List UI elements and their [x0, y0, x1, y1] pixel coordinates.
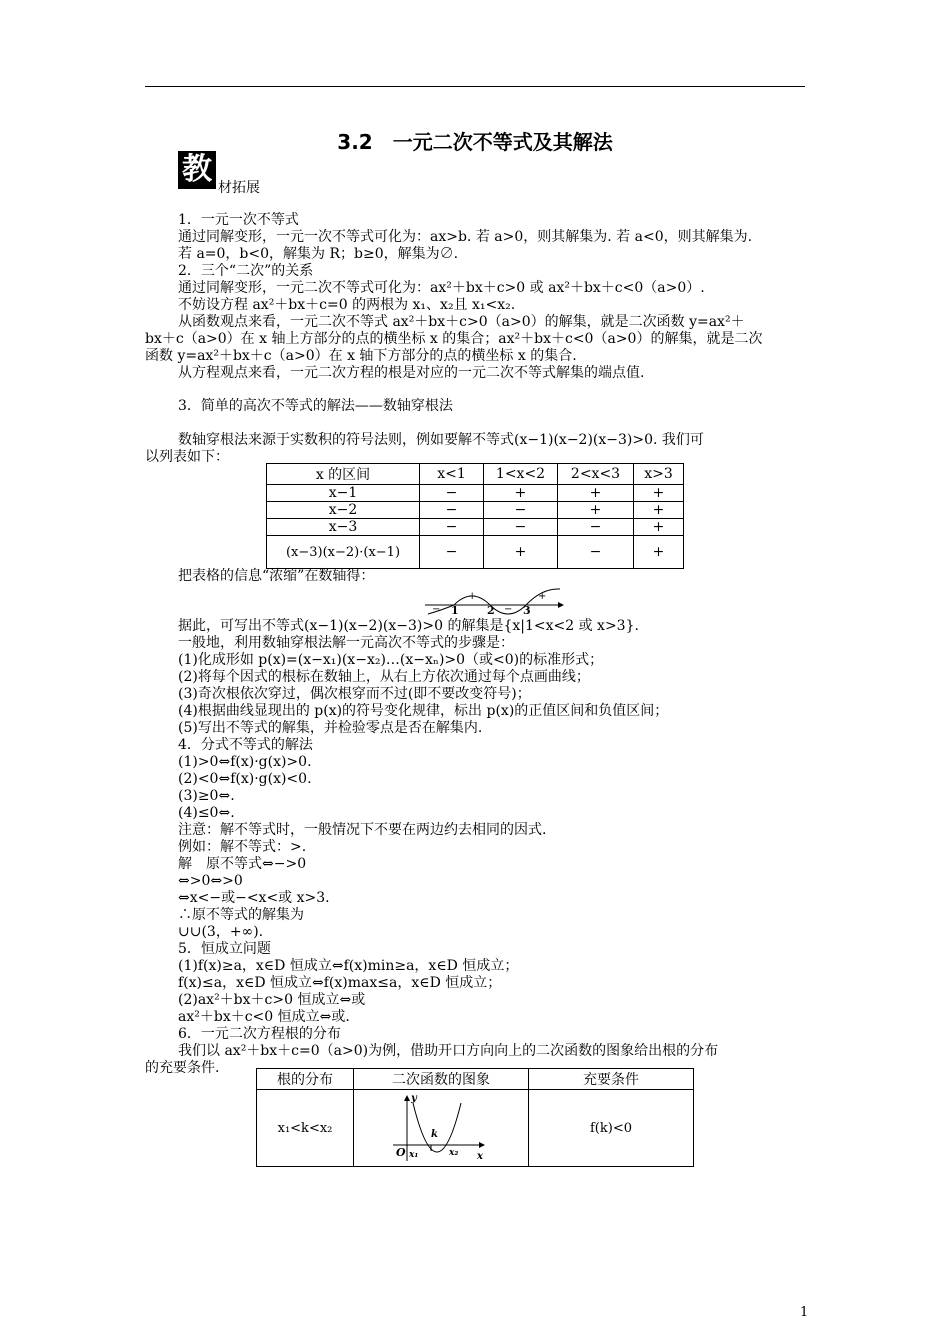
- x-axis-arrow: [479, 1142, 485, 1148]
- text-line: 1．一元一次不等式: [178, 212, 299, 228]
- table-header-row: [257, 1069, 694, 1090]
- table-header: 2<x<3: [558, 464, 634, 485]
- text-line: (1)f(x)≥a，x∈D 恒成立⇔f(x)min≥a，x∈D 恒成立；: [178, 958, 519, 974]
- table-cell: (x−3)(x−2)·(x−1): [267, 536, 420, 569]
- root-distribution-table: [256, 1068, 694, 1167]
- number-line-figure: [420, 585, 565, 615]
- root-distribution-cell: x₁<k<x₂: [257, 1090, 354, 1167]
- origin-label: O: [396, 1146, 406, 1159]
- text-line: 我们以 ax²＋bx＋c=0（a>0)为例，借助开口方向向上的二次函数的图象给出根的分布: [178, 1043, 719, 1059]
- table-header: x>3: [634, 464, 684, 485]
- text-line: (2)<0⇔f(x)·g(x)<0.: [178, 771, 312, 787]
- table-cell: +: [634, 519, 684, 536]
- table-cell: +: [484, 485, 558, 502]
- text-line: (1)化成形如 p(x)=(x−x₁)(x−x₂)…(x−xₙ)>0（或<0)的标准形式；: [178, 652, 604, 668]
- x1-label: x₁: [409, 1150, 419, 1160]
- table-row: [267, 485, 684, 502]
- table-row: [257, 1090, 694, 1167]
- text-line: ⇔x<−或−<x<或 x>3.: [178, 890, 330, 906]
- table-cell: +: [634, 536, 684, 569]
- table-cell: −: [420, 536, 484, 569]
- table-cell: +: [634, 502, 684, 519]
- text-line: 把表格的信息“浓缩”在数轴得：: [178, 568, 375, 584]
- text-line: 的充要条件.: [145, 1060, 220, 1076]
- text-line: 5．恒成立问题: [178, 941, 271, 957]
- text-line: 若 a=0，b<0，解集为 R；b≥0，解集为∅.: [178, 246, 459, 262]
- table-header-row: [267, 464, 684, 485]
- text-line: (2)ax²＋bx＋c>0 恒成立⇔或: [178, 992, 366, 1008]
- table-cell: x−1: [267, 485, 420, 502]
- text-line: (1)>0⇔f(x)·g(x)>0.: [178, 754, 312, 770]
- root-label: 1: [451, 604, 459, 615]
- text-line: ∪∪(3，+∞).: [178, 924, 264, 940]
- x2-label: x₂: [449, 1148, 459, 1158]
- header-rule: [145, 86, 805, 87]
- text-line: (4)根据曲线显现出的 p(x)的符号变化规律，标出 p(x)的正值区间和负值区间；: [178, 703, 669, 719]
- text-line: 6．一元二次方程根的分布: [178, 1026, 341, 1042]
- table-cell: −: [484, 502, 558, 519]
- table-row: [267, 536, 684, 569]
- graph-cell: [354, 1090, 529, 1167]
- text-line: f(x)≤a，x∈D 恒成立⇔f(x)max≤a，x∈D 恒成立；: [178, 975, 502, 991]
- table-header: 二次函数的图象: [354, 1069, 529, 1090]
- section-badge: 教: [178, 151, 216, 189]
- text-line: 数轴穿根法来源于实数积的符号法则，例如要解不等式(x−1)(x−2)(x−3)>0. 我们可: [178, 432, 704, 448]
- sign-label: +: [538, 591, 547, 602]
- section-badge-label: 材拓展: [218, 180, 260, 196]
- sign-label: −: [432, 604, 441, 615]
- x-label: x: [477, 1151, 483, 1162]
- page-number: 1: [800, 1305, 809, 1320]
- text-line: 函数 y=ax²＋bx＋c（a>0）在 x 轴下方部分的点的横坐标 x 的集合.: [145, 348, 577, 364]
- table-header: x 的区间: [267, 464, 420, 485]
- text-line: 从方程观点来看，一元二次方程的根是对应的一元二次不等式解集的端点值.: [178, 365, 645, 381]
- table-cell: −: [420, 485, 484, 502]
- text-line: 以列表如下：: [145, 449, 229, 465]
- table-cell: −: [558, 519, 634, 536]
- text-line: ∴原不等式的解集为: [178, 907, 304, 923]
- text-line: ax²＋bx＋c<0 恒成立⇔或.: [178, 1009, 350, 1025]
- y-label: y: [411, 1093, 417, 1104]
- sign-label: +: [468, 591, 477, 602]
- text-line: 不妨设方程 ax²＋bx＋c=0 的两根为 x₁、x₂且 x₁<x₂.: [178, 297, 516, 313]
- table-cell: −: [484, 519, 558, 536]
- table-header: 充要条件: [529, 1069, 694, 1090]
- text-line: 2．三个“二次”的关系: [178, 263, 314, 279]
- text-line: (4)≤0⇔.: [178, 805, 235, 821]
- table-cell: −: [558, 536, 634, 569]
- text-line: 例如：解不等式：>.: [178, 839, 307, 855]
- text-line: bx＋c（a>0）在 x 轴上方部分的点的横坐标 x 的集合；ax²＋bx＋c<0（a>0）的解集，就是二次: [145, 331, 763, 347]
- axis-arrow: [558, 602, 564, 608]
- table-cell: −: [420, 519, 484, 536]
- table-header: x<1: [420, 464, 484, 485]
- root-label: 2: [487, 604, 495, 615]
- text-line: (2)将每个因式的根标在数轴上，从右上方依次通过每个点画曲线；: [178, 669, 590, 685]
- text-line: 4．分式不等式的解法: [178, 737, 313, 753]
- text-line: 注意：解不等式时，一般情况下不要在两边约去相同的因式.: [178, 822, 547, 838]
- condition-cell: f(k)<0: [529, 1090, 694, 1167]
- table-cell: x−3: [267, 519, 420, 536]
- parabola-graph: [391, 1093, 491, 1163]
- k-label: k: [431, 1129, 438, 1140]
- table-header: 1<x<2: [484, 464, 558, 485]
- text-line: (3)奇次根依次穿过，偶次根穿而不过(即不要改变符号)；: [178, 686, 531, 702]
- text-line: 一般地，利用数轴穿根法解一元高次不等式的步骤是：: [178, 635, 514, 651]
- text-line: (5)写出不等式的解集，并检验零点是否在解集内.: [178, 720, 483, 736]
- table-row: [267, 519, 684, 536]
- root-label: 3: [523, 604, 531, 615]
- table-cell: x−2: [267, 502, 420, 519]
- y-axis-arrow: [404, 1095, 410, 1101]
- sign-label: −: [504, 604, 513, 615]
- table-cell: +: [558, 502, 634, 519]
- text-line: 从函数观点来看，一元二次不等式 ax²＋bx＋c>0（a>0）的解集，就是二次函数 y=ax²＋: [178, 314, 745, 330]
- table-cell: +: [484, 536, 558, 569]
- text-line: 通过同解变形，一元一次不等式可化为：ax>b. 若 a>0，则其解集为. 若 a<0，则其解集为.: [178, 229, 753, 245]
- text-line: 3．简单的高次不等式的解法——数轴穿根法: [178, 398, 453, 414]
- table-cell: +: [634, 485, 684, 502]
- table-cell: −: [420, 502, 484, 519]
- text-line: ⇔>0⇔>0: [178, 873, 243, 889]
- text-line: (3)≥0⇔.: [178, 788, 235, 804]
- table-header: 根的分布: [257, 1069, 354, 1090]
- text-line: 通过同解变形，一元二次不等式可化为：ax²＋bx＋c>0 或 ax²＋bx＋c<0（a>0）.: [178, 280, 705, 296]
- text-line: 据此，可写出不等式(x−1)(x−2)(x−3)>0 的解集是{x|1<x<2 或 x>3}.: [178, 618, 639, 634]
- page-title: 3.2 一元二次不等式及其解法: [337, 130, 613, 154]
- table-row: [267, 502, 684, 519]
- table-cell: +: [558, 485, 634, 502]
- text-line: 解 原不等式⇔−>0: [178, 856, 307, 872]
- sign-table: [266, 463, 684, 569]
